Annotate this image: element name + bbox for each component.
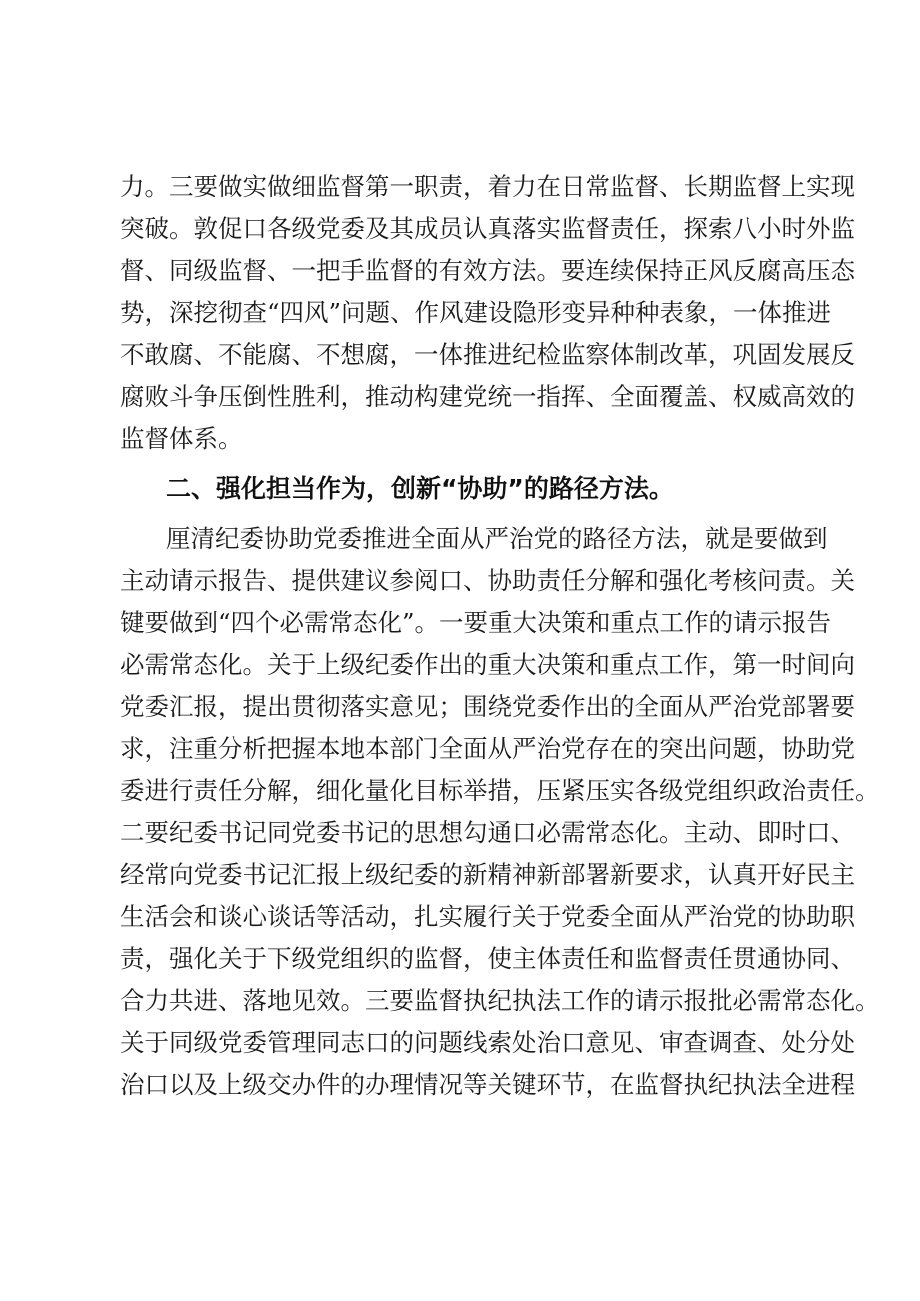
paragraph2-line-10: 生活会和谈心谈话等活动，扎实履行关于党委全面从严治党的协助职 <box>120 902 855 931</box>
paragraph1-line-6: 腐败斗争压倒性胜利，推动构建党统一指挥、全面覆盖、权威高效的 <box>120 382 855 411</box>
paragraph1-line-4: 势，深挖彻查“四风”问题、作风建设隐形变异种种表象，一体推进 <box>120 298 832 327</box>
paragraph1-line-3: 督、同级监督、一把手监督的有效方法。要连续保持正风反腐高压态 <box>120 256 855 285</box>
section-heading: 二、强化担当作为，创新“协助”的路径方法。 <box>166 474 674 503</box>
paragraph2-line-14: 治口以及上级交办件的办理情况等关键环节，在监督执纪执法全进程 <box>120 1070 855 1099</box>
paragraph2-line-2: 主动请示报告、提供建议参阅口、协助责任分解和强化考核问责。关 <box>120 566 855 595</box>
paragraph1-line-7: 监督体系。 <box>120 424 243 453</box>
paragraph1-line-1: 力。三要做实做细监督第一职责，着力在日常监督、长期监督上实现 <box>120 172 855 201</box>
paragraph2-line-11: 责，强化关于下级党组织的监督，使主体责任和监督责任贯通协同、 <box>120 944 855 973</box>
paragraph2-line-4: 必需常态化。关于上级纪委作出的重大决策和重点工作，第一时间向 <box>120 650 855 679</box>
paragraph2-line-6: 求，注重分析把握本地本部门全面从严治党存在的突出问题，协助党 <box>120 734 855 763</box>
paragraph2-line-3: 键要做到“四个必需常态化”。一要重大决策和重点工作的请示报告 <box>120 608 832 637</box>
paragraph2-line-5: 党委汇报，提出贯彻落实意见；围绕党委作出的全面从严治党部署要 <box>120 692 855 721</box>
paragraph2-line-1: 厘清纪委协助党委推进全面从严治党的路径方法，就是要做到 <box>166 524 828 553</box>
paragraph2-line-13: 关于同级党委管理同志口的问题线索处治口意见、审查调查、处分处 <box>120 1028 855 1057</box>
paragraph2-line-7: 委进行责任分解，细化量化目标举措，压紧压实各级党组织政治责任。 <box>120 776 880 805</box>
paragraph2-line-12: 合力共进、落地见效。三要监督执纪执法工作的请示报批必需常态化。 <box>120 986 880 1015</box>
paragraph1-line-5: 不敢腐、不能腐、不想腐，一体推进纪检监察体制改革，巩固发展反 <box>120 340 855 369</box>
paragraph2-line-8: 二要纪委书记同党委书记的思想勾通口必需常态化。主动、即时口、 <box>120 818 855 847</box>
paragraph2-line-9: 经常向党委书记汇报上级纪委的新精神新部署新要求，认真开好民主 <box>120 860 855 889</box>
paragraph1-line-2: 突破。敦促口各级党委及其成员认真落实监督责任，探索八小时外监 <box>120 214 855 243</box>
